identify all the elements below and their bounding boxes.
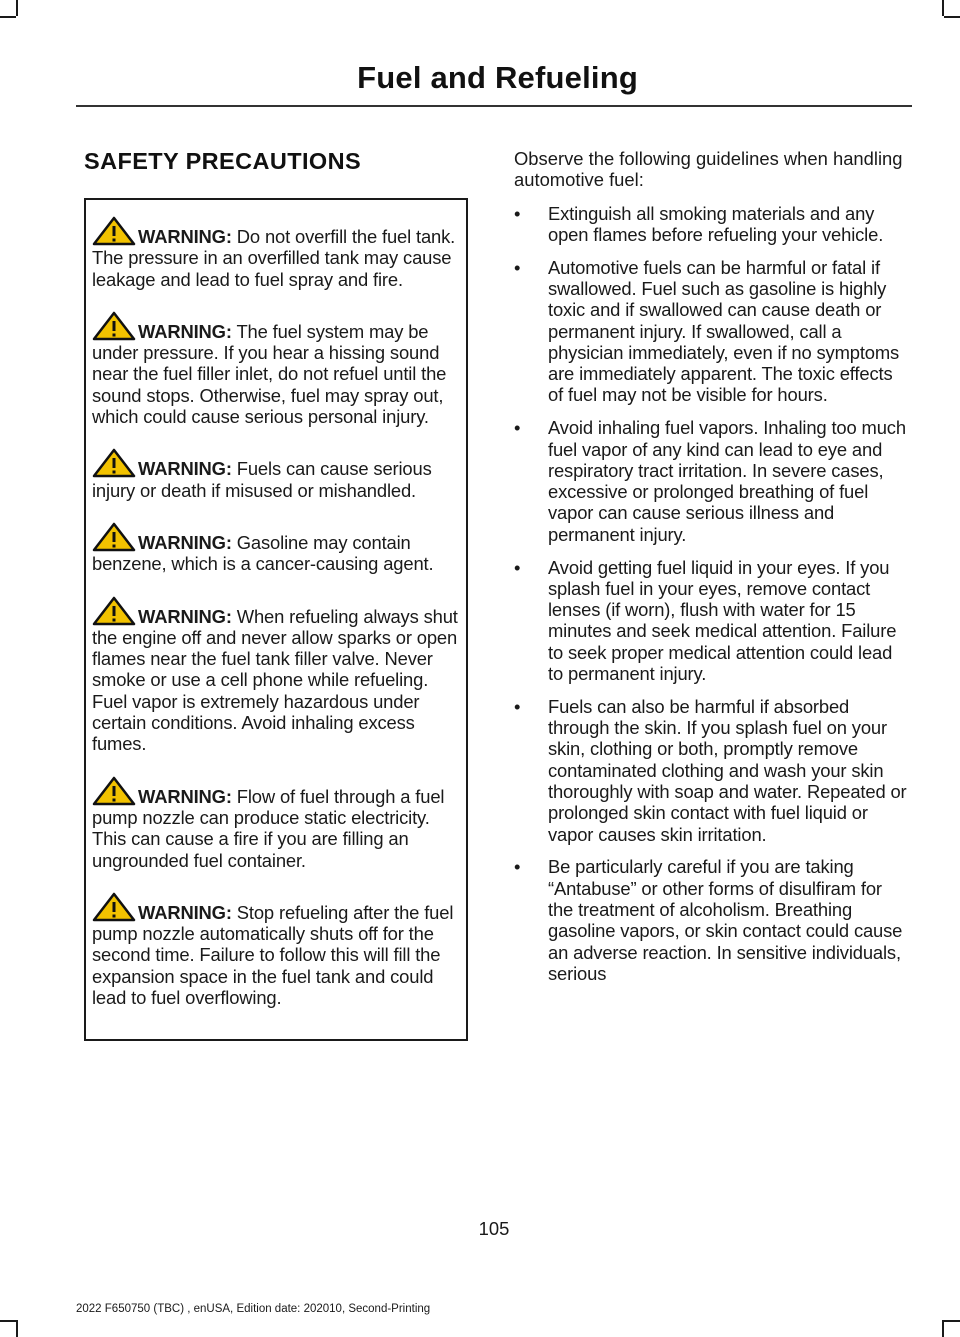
warning-label: WARNING:: [138, 458, 232, 480]
crop-mark: [942, 0, 944, 16]
warning-triangle-icon: [92, 776, 136, 806]
crop-mark: [944, 16, 960, 18]
warning-triangle-icon: [92, 311, 136, 341]
warning-triangle-icon: [92, 522, 136, 552]
warning-paragraph: [92, 216, 462, 290]
guidelines-column: [514, 148, 910, 996]
warning-paragraph: [92, 311, 462, 427]
warning-paragraph: [92, 892, 462, 1008]
crop-mark: [16, 1320, 18, 1337]
bullet: •: [514, 556, 521, 578]
list-item-text: Automotive fuels can be harmful or fatal if swallowed. Fuel such as gasoline is highly toxic and if swallowed can cause death or permanent injury. If swallowed, call a physician immediately, even if no symptoms are immediately apparent. The toxic effects of fuel may not be visible for hours.: [548, 256, 900, 406]
warning-triangle-icon: [92, 216, 136, 246]
bullet: •: [514, 256, 521, 278]
header-divider: [76, 105, 912, 107]
list-item-text: Avoid inhaling fuel vapors. Inhaling too much fuel vapor of any kind can lead to eye and respiratory tract irritation. In severe cases, excessive or prolonged breathing of fuel vapor can cause serious illness and permanent injury.: [548, 417, 906, 545]
bullet: •: [514, 202, 521, 224]
list-item-text: Fuels can also be harmful if absorbed through the skin. If you splash fuel on your skin, clothing or both, promptly remove contaminated clothing and wash your skin thoroughly with soap and water. Repeated or prolonged skin contact with fuel liquid or vapor causes skin irritation.: [548, 695, 907, 845]
warnings-box: [84, 198, 468, 1041]
list-item: [514, 203, 910, 246]
guidelines-intro: Observe the following guidelines when handling automotive fuel:: [514, 148, 903, 191]
page-number: 105: [478, 1218, 510, 1239]
warning-paragraph: [92, 448, 462, 501]
warning-triangle-icon: [92, 892, 136, 922]
bullet: •: [514, 417, 521, 439]
warning-label: WARNING:: [138, 901, 232, 923]
warning-text: Stop refueling after the fuel pump nozzle automatically shuts off for the second time. Failure to follow this will fill the expansion space in the fuel tank and could lead to fuel overflowing.: [92, 901, 454, 1009]
crop-mark: [942, 1320, 944, 1337]
warning-triangle-icon: [92, 596, 136, 626]
list-item: [514, 557, 910, 685]
crop-mark: [16, 0, 18, 16]
list-item-text: Avoid getting fuel liquid in your eyes. If you splash fuel in your eyes, remove contact lenses (if worn), flush with water for 15 minutes and seek medical attention. Failure to seek proper medical attention could lead to permanent injury.: [548, 556, 897, 685]
warning-paragraph: [92, 522, 462, 575]
list-item: [514, 257, 910, 406]
warning-paragraph: [92, 596, 462, 755]
warning-label: WARNING:: [138, 605, 232, 627]
warning-text: Gasoline may contain benzene, which is a cancer-causing agent.: [92, 531, 434, 575]
warning-text: Do not overfill the fuel tank. The pressure in an overfilled tank may cause leakage and lead to fuel spray and fire.: [92, 226, 456, 290]
guidelines-list: [514, 203, 910, 985]
list-item-text: Extinguish all smoking materials and any open flames before refueling your vehicle.: [548, 202, 884, 245]
warning-paragraph: [92, 776, 462, 871]
warning-label: WARNING:: [138, 320, 232, 342]
list-item-text: Be particularly careful if you are taking “Antabuse” or other forms of disulfiram for the treatment of alcoholism. Breathing gasoline vapors, or skin contact could cause an adverse reaction. In sensitive individuals, serious: [548, 856, 903, 984]
crop-mark: [944, 1320, 960, 1322]
warning-text: When refueling always shut the engine off and never allow sparks or open flames near the fuel tank filler valve. Never smoke or use a cell phone while refueling. Fuel vapor is extremely hazardous under certain conditions. Avoid inhaling excess fumes.: [92, 605, 458, 755]
section-title: Fuel and Refueling: [357, 60, 638, 95]
crop-mark: [0, 16, 16, 18]
warning-text: Fuels can cause serious injury or death if misused or mishandled.: [92, 458, 432, 501]
warning-label: WARNING:: [138, 531, 232, 553]
warning-text: Flow of fuel through a fuel pump nozzle can produce static electricity. This can cause a fire if you are filling an ungrounded fuel container.: [92, 785, 445, 871]
crop-mark: [0, 1320, 16, 1322]
bullet: •: [514, 856, 521, 878]
bullet: •: [514, 695, 521, 717]
list-item: [514, 417, 910, 545]
list-item: [514, 696, 910, 845]
warning-triangle-icon: [92, 448, 136, 478]
footer-edition: 2022 F650750 (TBC) , enUSA, Edition date: 202010, Second-Printing: [76, 1303, 431, 1315]
warning-text: The fuel system may be under pressure. If you hear a hissing sound near the fuel filler inlet, do not refuel until the sound stops. Otherwise, fuel may spray out, which could cause serious personal injury.: [92, 320, 447, 428]
subheading: SAFETY PRECAUTIONS: [84, 148, 362, 174]
warning-label: WARNING:: [138, 785, 232, 807]
warning-label: WARNING:: [138, 226, 232, 247]
list-item: [514, 856, 910, 984]
